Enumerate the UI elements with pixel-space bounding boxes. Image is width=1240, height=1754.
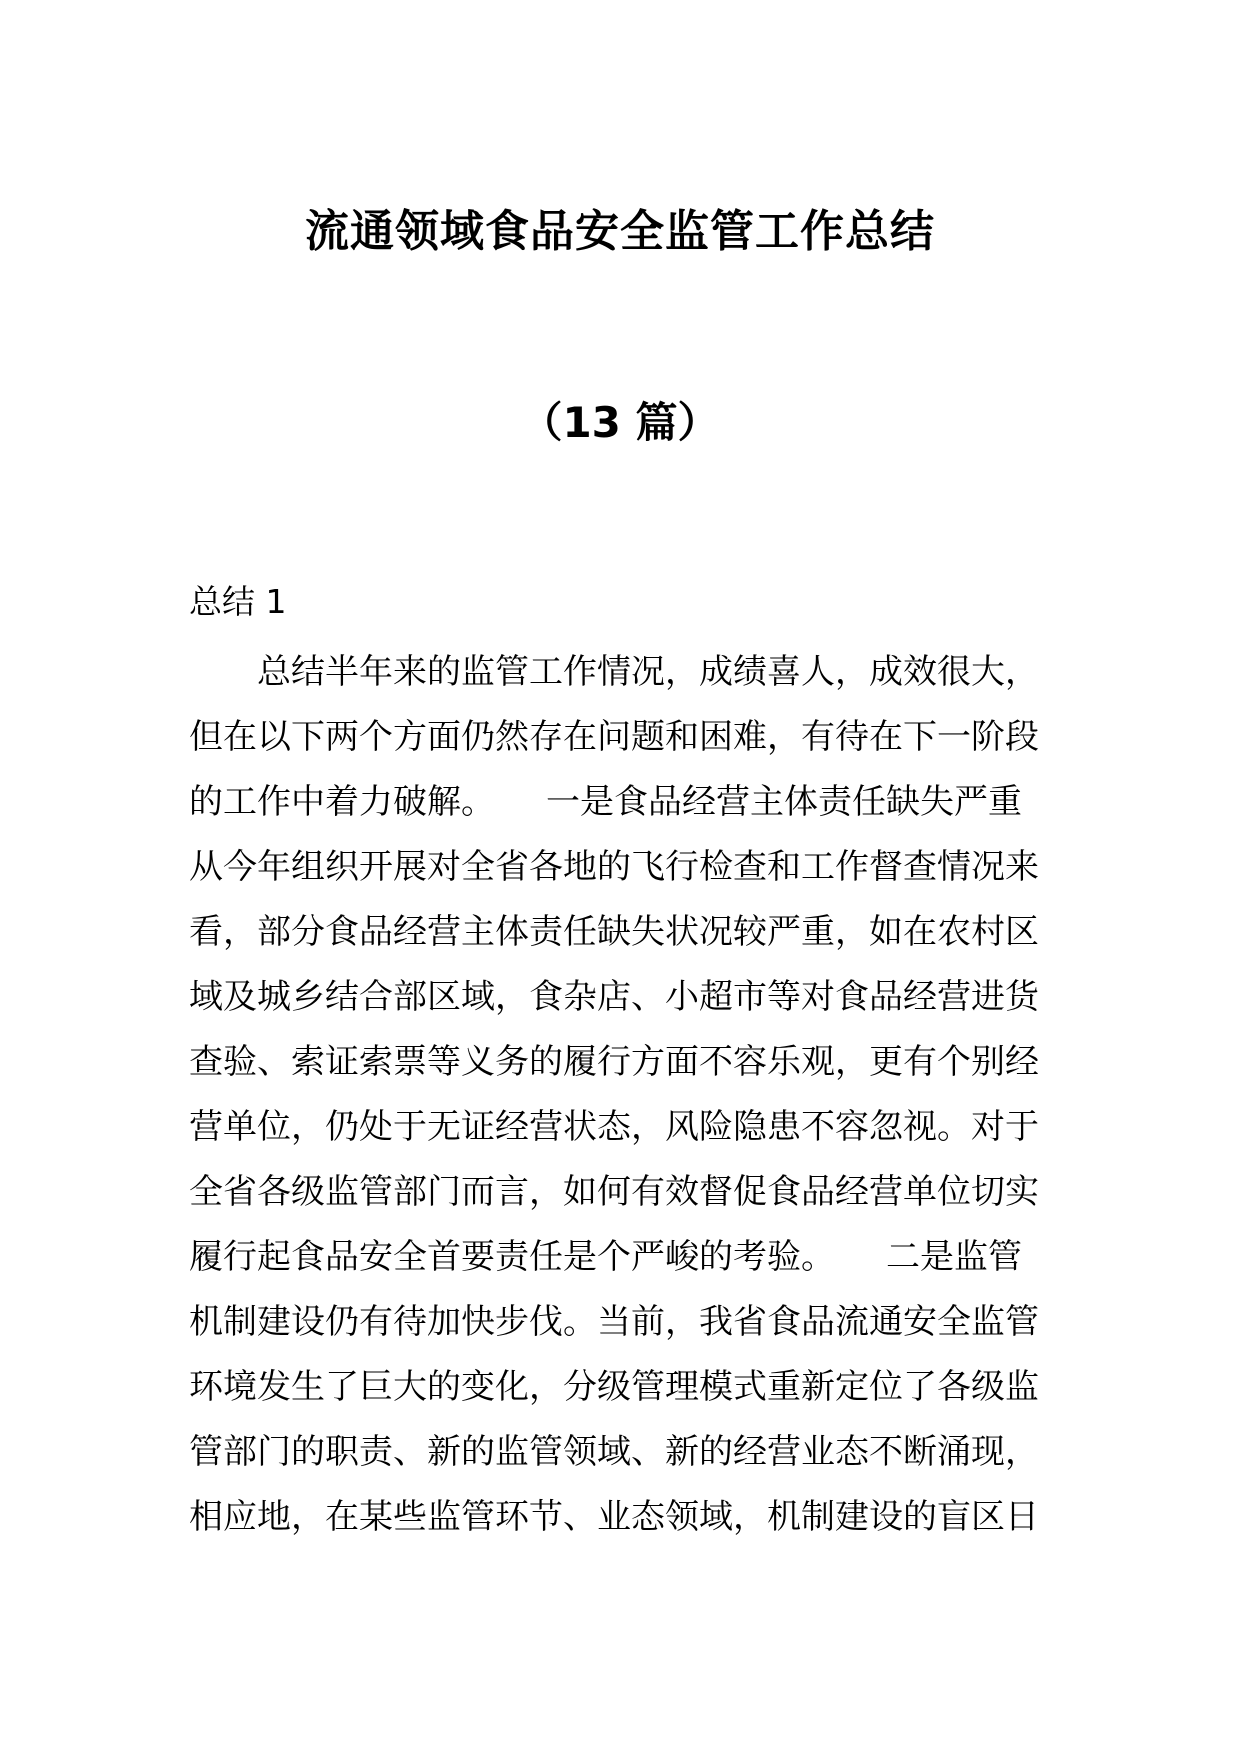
document-subtitle: （13 篇） (520, 398, 720, 447)
body-line: 相应地，在某些监管环节、业态领域，机制建设的盲区日 (189, 1497, 1039, 1537)
body-line: 看，部分食品经营主体责任缺失状况较严重，如在农村区 (189, 912, 1039, 952)
section-heading: 总结 1 (189, 582, 287, 621)
body-line: 营单位，仍处于无证经营状态，风险隐患不容忽视。对于 (189, 1107, 1039, 1147)
body-text (189, 640, 1059, 1550)
body-line: 总结半年来的监管工作情况，成绩喜人，成效很大， (189, 652, 1039, 692)
body-line: 管部门的职责、新的监管领域、新的经营业态不断涌现， (189, 1432, 1039, 1472)
body-line: 查验、索证索票等义务的履行方面不容乐观，更有个别经 (189, 1042, 1039, 1082)
body-line: 但在以下两个方面仍然存在问题和困难，有待在下一阶段 (189, 717, 1039, 757)
body-line: 域及城乡结合部区域，食杂店、小超市等对食品经营进货 (189, 977, 1039, 1017)
body-line: 从今年组织开展对全省各地的飞行检查和工作督查情况来 (189, 847, 1039, 887)
body-line: 全省各级监管部门而言，如何有效督促食品经营单位切实 (189, 1172, 1039, 1212)
body-line: 环境发生了巨大的变化，分级管理模式重新定位了各级监 (189, 1367, 1039, 1407)
body-line: 的工作中着力破解。 一是食品经营主体责任缺失严重 (189, 782, 1022, 822)
document-title: 流通领域食品安全监管工作总结 (305, 206, 935, 257)
body-line: 履行起食品安全首要责任是个严峻的考验。 二是监管 (189, 1237, 1022, 1277)
body-line: 机制建设仍有待加快步伐。当前，我省食品流通安全监管 (189, 1302, 1039, 1342)
